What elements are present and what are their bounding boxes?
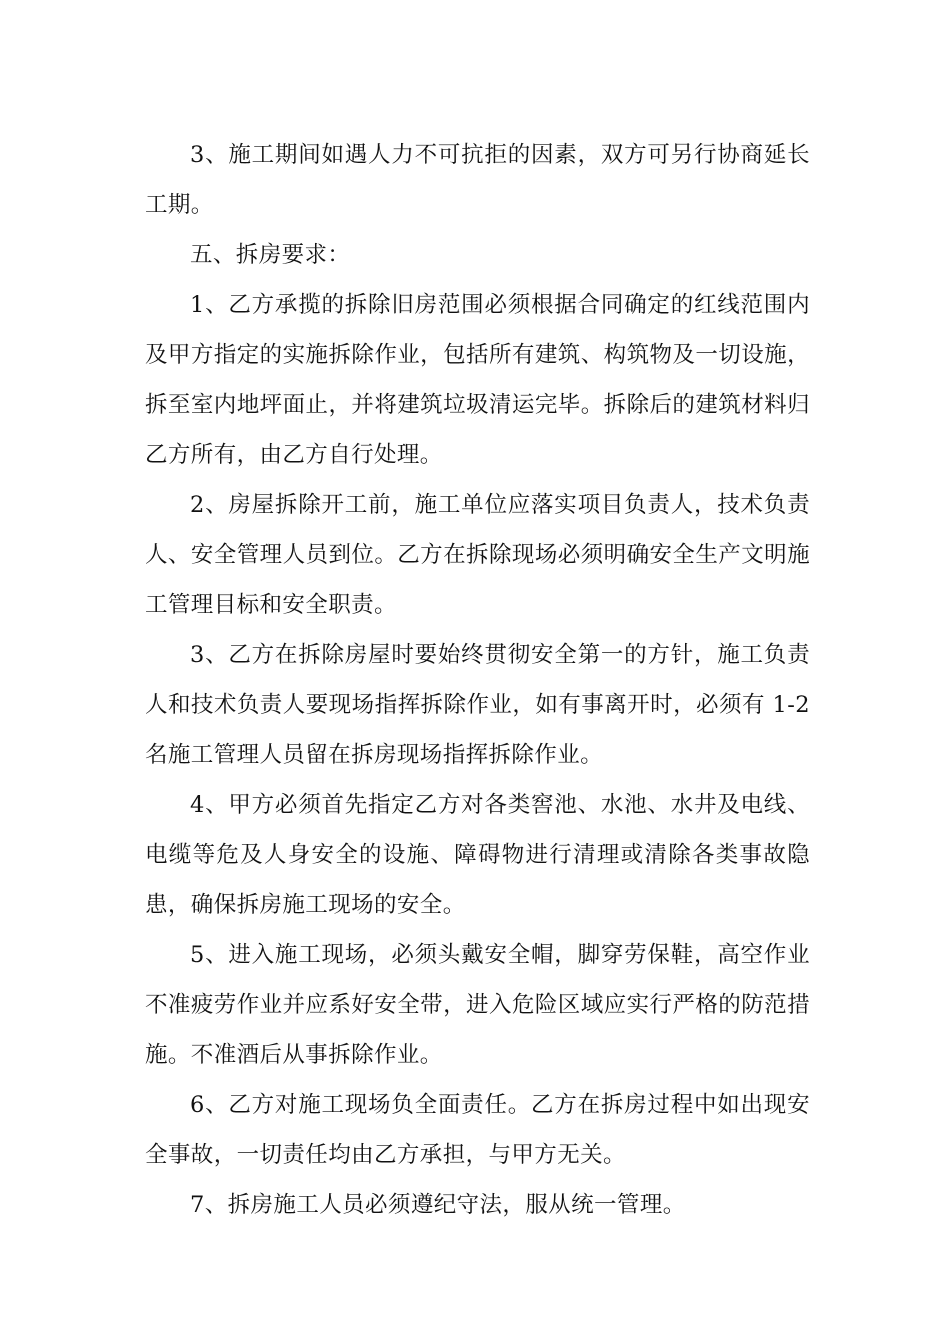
document-body <box>145 130 810 1230</box>
paragraph-requirement-3: 3、乙方在拆除房屋时要始终贯彻安全第一的方针，施工负责人和技术负责人要现场指挥拆除作业，如有事离开时，必须有 1-2 名施工管理人员留在拆房现场指挥拆除作业。 <box>145 642 810 768</box>
paragraph-requirement-1: 1、乙方承揽的拆除旧房范围必须根据合同确定的红线范围内及甲方指定的实施拆除作业，包括所有建筑、构筑物及一切设施，拆至室内地坪面止，并将建筑垃圾清运完毕。拆除后的建筑材料归乙方所有，由乙方自行处理。 <box>145 292 810 468</box>
paragraph-requirement-4: 4、甲方必须首先指定乙方对各类窖池、水池、水井及电线、电缆等危及人身安全的设施、障碍物进行清理或清除各类事故隐患，确保拆房施工现场的安全。 <box>145 792 810 918</box>
paragraph-requirement-7: 7、拆房施工人员必须遵纪守法，服从统一管理。 <box>190 1192 686 1218</box>
paragraph-requirement-5: 5、进入施工现场，必须头戴安全帽，脚穿劳保鞋，高空作业不准疲劳作业并应系好安全带，进入危险区域应实行严格的防范措施。不准酒后从事拆除作业。 <box>145 942 810 1068</box>
paragraph-extension-clause: 3、施工期间如遇人力不可抗拒的因素，双方可另行协商延长工期。 <box>145 142 810 218</box>
paragraph-requirement-6: 6、乙方对施工现场负全面责任。乙方在拆房过程中如出现安全事故，一切责任均由乙方承担，与甲方无关。 <box>145 1092 810 1168</box>
section-heading-demolition-requirements: 五、拆房要求： <box>190 242 351 268</box>
paragraph-requirement-2: 2、房屋拆除开工前，施工单位应落实项目负责人，技术负责人、安全管理人员到位。乙方在拆除现场必须明确安全生产文明施工管理目标和安全职责。 <box>145 492 810 618</box>
